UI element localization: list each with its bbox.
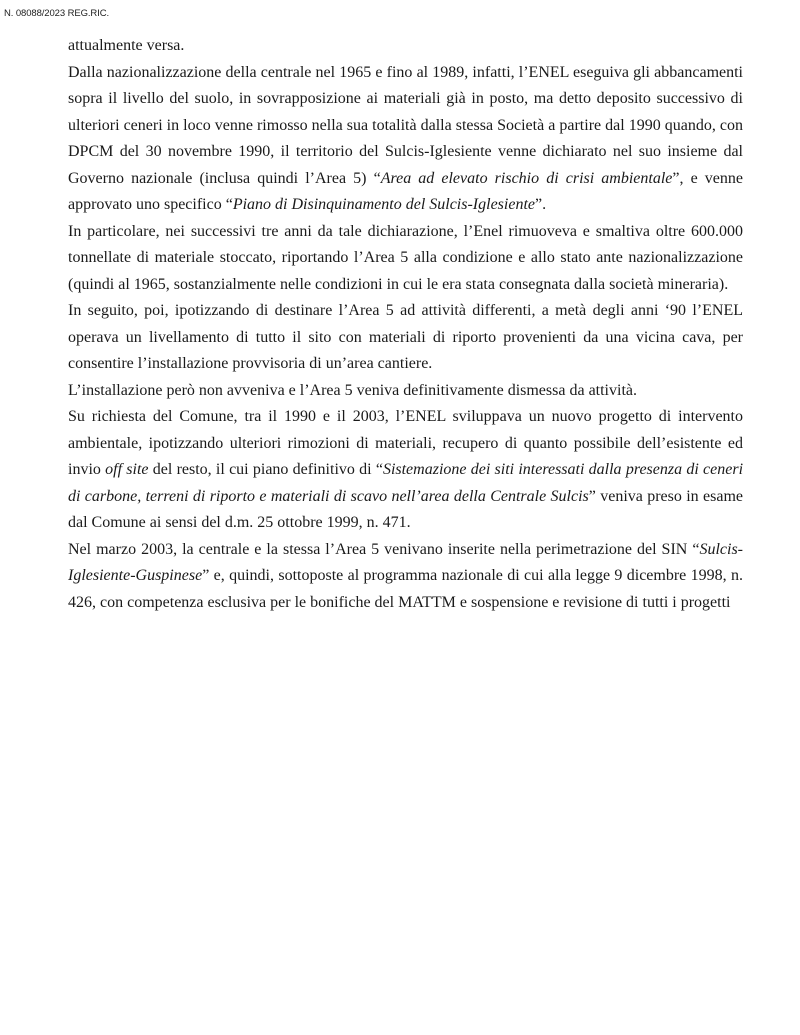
text-run: ”, e venne approvato uno specifico “ <box>68 169 744 213</box>
text-run: attualmente versa. <box>68 37 185 54</box>
paragraph <box>68 219 743 299</box>
document-reference: N. 08088/2023 REG.RIC. <box>4 8 109 19</box>
text-run: ” e, quindi, sottoposte al programma nazionale di cui alla legge 9 dicembre 1998, n. 426, con competenza esclusiva per le bonifiche del MATTM e sospensione e revisione di tutti i progetti <box>68 567 743 611</box>
text-run: ” veniva preso in esame dal Comune ai sensi del d.m. 25 ottobre 1999, n. 471. <box>68 487 744 531</box>
italic-text-run: Sistemazione dei siti interessati dalla presenza di ceneri di carbone, terreni di riporto e materiali di scavo nell’area della Centrale Sulcis <box>68 461 744 505</box>
italic-text-run: Piano di Disinquinamento del Sulcis-Iglesiente <box>232 196 535 213</box>
text-run: L’installazione però non avveniva e l’Area 5 veniva definitivamente dismessa da attività. <box>68 381 637 399</box>
italic-text-run: off site <box>105 461 149 478</box>
paragraph <box>68 537 743 617</box>
paragraph <box>68 298 743 378</box>
paragraph <box>68 378 743 405</box>
text-run: Nel marzo 2003, la centrale e la stessa l’Area 5 venivano inserite nella perimetrazione del SIN “ <box>68 540 700 558</box>
text-run: Su richiesta del Comune, tra il 1990 e il 2003, l’ENEL sviluppava un nuovo progetto di intervento ambientale, ipotizzando ulteriori rimozioni di materiali, recupero di quanto possibile dell’esistente ed invio <box>68 408 743 478</box>
text-run: Dalla nazionalizzazione della centrale nel 1965 e fino al 1989, infatti, l’ENEL eseguiva gli abbancamenti sopra il livello del suolo, in sovrapposizione ai materiali già in posto, ma detto deposito successivo di ulteriori ceneri in loco venne rimosso nella sua totalità dalla stessa Società a partire dal 1990 quando, con DPCM del 30 novembre 1990, il territorio del Sulcis-Iglesiente venne dichiarato nel suo insieme dal Governo nazionale (inclusa quindi l’Area 5) “ <box>68 63 743 187</box>
italic-text-run: Sulcis-Iglesiente-Guspinese <box>68 540 743 584</box>
text-run: In particolare, nei successivi tre anni da tale dichiarazione, l’Enel rimuoveva e smaltiva oltre 600.000 tonnellate di materiale stoccato, riportando l’Area 5 alla condizione e allo stato ante nazionalizzazione (quindi al 1965, sostanzialmente nelle condizioni in cui le era stata consegnata dalla società mineraria). <box>68 222 743 293</box>
text-run: del resto, il cui piano definitivo di “ <box>148 461 383 478</box>
text-run: In seguito, poi, ipotizzando di destinare l’Area 5 ad attività differenti, a metà degli anni ‘90 l’ENEL operava un livellamento di tutto il sito con materiali di riporto provenienti da una vicina cava, per consentire l’installazione provvisoria di un’area cantiere. <box>68 302 743 372</box>
document-body <box>68 33 743 616</box>
paragraph <box>68 60 743 219</box>
italic-text-run: Area ad elevato rischio di crisi ambientale <box>380 169 673 187</box>
text-run: ”. <box>535 196 547 213</box>
paragraph <box>68 404 743 537</box>
paragraph <box>68 33 743 60</box>
